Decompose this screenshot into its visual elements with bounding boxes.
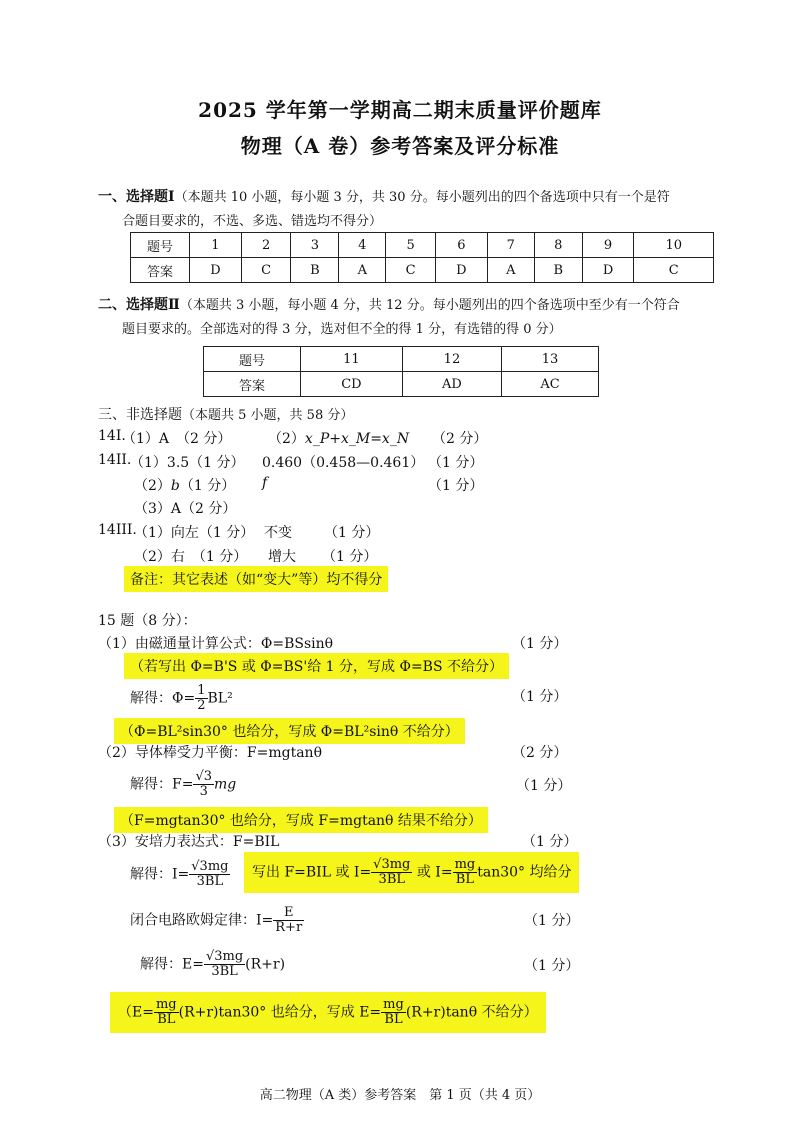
row-label: 答案 (131, 258, 190, 283)
table-cell: 12 (402, 347, 501, 372)
table-cell: 2 (241, 233, 291, 258)
row-label: 题号 (204, 347, 301, 372)
q14ii-line2-f: f (262, 475, 268, 491)
q15-part2: （2）导体棒受力平衡：F=mgtanθ (98, 745, 323, 761)
section2-desc1: （本题共 3 小题，每小题 4 分，共 12 分。每小题列出的四个备选项中至少有一个符合 (179, 298, 680, 313)
table-cell: D (190, 258, 242, 283)
table-row (131, 258, 714, 283)
q14i-label: 14I. (98, 428, 126, 444)
q15-ohm-law (130, 906, 304, 935)
q14i-answer2 (268, 428, 409, 448)
q15-part1: （1）由磁通量计算公式：Φ=BSsinθ (98, 636, 334, 652)
section3-heading: 三、非选择题 (98, 407, 182, 423)
q15-part2-solution (130, 770, 236, 799)
q14i-answer1: （1）A （2 分） (122, 431, 232, 447)
table-cell: 1 (190, 233, 242, 258)
section1-answer-table (130, 232, 714, 283)
fraction-denominator: 3 (199, 784, 208, 799)
section1-desc2: 合题目要求的，不选、多选、错选均不得分） (122, 214, 383, 229)
q15-heading: 15 题（8 分）： (98, 613, 197, 629)
table-cell: C (241, 258, 291, 283)
table-row (204, 347, 599, 372)
q15-part3-note-b: 或 I= (416, 864, 453, 881)
q15-part3-note-a: 写出 F=BIL 或 I= (252, 864, 372, 881)
table-cell: 13 (502, 347, 599, 372)
table-cell: AC (502, 372, 599, 397)
table-cell: 4 (339, 233, 386, 258)
q15-emf-points: （1 分） (524, 958, 580, 974)
q15-part2-solution-prefix: 解得：F= (130, 776, 194, 793)
q15-part2-solution-suffix: mg (214, 776, 237, 793)
row-label: 题号 (131, 233, 190, 258)
q15-part2-note: （F=mgtan30° 也给分，写成 F=mgtanθ 结果不给分） (114, 807, 488, 833)
fraction-numerator: √3 (195, 769, 213, 784)
q14iii-line1-points: （1 分） (324, 525, 380, 541)
table-cell: 7 (487, 233, 534, 258)
q15-emf-note-fraction1 (154, 998, 179, 1027)
page-footer: 高二物理（A 类）参考答案 第 1 页（共 4 页） (259, 1088, 541, 1103)
section1-desc1: （本题共 10 小题，每小题 3 分，共 30 分。每小题列出的四个备选项中只有一个是符 (174, 190, 670, 205)
q14i-answer2-formula: x_P+x_M=x_N (304, 431, 410, 447)
q14iii-line1-answer: （1）向左（1 分） (134, 525, 255, 541)
q14iii-label: 14III. (98, 522, 137, 538)
q14i-answer2-points: （2 分） (432, 431, 488, 447)
fraction-numerator: √3mg (373, 857, 411, 872)
q15-emf-solution-suffix: (R+r) (245, 956, 286, 973)
q15-part1-solution-points: （1 分） (512, 689, 568, 705)
table-cell: A (487, 258, 534, 283)
q15-part1-solution-suffix: BL² (207, 690, 233, 707)
q15-emf-solution (140, 950, 285, 979)
q15-part3-points: （1 分） (522, 834, 578, 850)
q14iii-line2-value: 增大 (268, 549, 296, 565)
q15-emf-note-box (110, 992, 546, 1033)
fraction-denominator: 3BL (196, 874, 224, 889)
q14ii-line3: （3）A（2 分） (134, 501, 237, 517)
q14iii-line2-points: （1 分） (322, 549, 378, 565)
table-cell: 3 (291, 233, 339, 258)
section2-intro (98, 294, 680, 314)
q15-part1-note-box (124, 653, 509, 679)
q15-part3-solution (130, 860, 230, 889)
q15-part2-fraction (193, 770, 214, 799)
table-cell: B (534, 258, 582, 283)
table-row (131, 233, 714, 258)
q15-part2-points: （2 分） (512, 745, 568, 761)
q15-ohm-law-prefix: 闭合电路欧姆定律：I= (130, 912, 274, 929)
section3-intro (98, 404, 353, 424)
q14iii-line1-value: 不变 (264, 525, 292, 541)
fraction-numerator: √3mg (205, 949, 244, 964)
q15-part1-solution (130, 684, 233, 713)
q15-part2-solution-points: （1 分） (516, 778, 572, 794)
q15-part3: （3）安培力表达式：F=BIL (98, 834, 280, 850)
table-cell: AD (402, 372, 501, 397)
section1-heading: 一、选择题Ⅰ (98, 189, 175, 205)
q15-part3-note-c: tan30° 均给分 (477, 864, 572, 881)
fraction-numerator: 1 (197, 683, 206, 698)
q14ii-label: 14II. (98, 452, 132, 468)
q14ii-line2-points: （1 分） (179, 478, 236, 494)
q15-part3-note-fraction1 (371, 858, 412, 887)
q15-emf-note (110, 992, 546, 1033)
q15-emf-solution-prefix: 解得：E= (140, 956, 204, 973)
fraction-numerator: √3mg (191, 859, 229, 874)
q15-part2-note-box (114, 807, 488, 833)
fraction-denominator: 2 (197, 698, 206, 713)
q15-part1-solution-prefix: 解得：Φ= (130, 690, 196, 707)
q15-emf-note-c: (R+r)tanθ 不给分） (405, 1004, 538, 1021)
q15-emf-note-b: (R+r)tan30° 也给分，写成 E= (178, 1004, 382, 1021)
q15-emf-note-fraction2 (381, 998, 406, 1027)
row-label: 答案 (204, 372, 301, 397)
table-cell: CD (301, 372, 403, 397)
q14iii-line2-answer: （2）右 （1 分） (134, 549, 248, 565)
fraction-denominator: 3BL (211, 964, 238, 979)
q14ii-line2 (134, 475, 235, 495)
fraction-numerator: mg (383, 997, 404, 1012)
section3-desc: （本题共 5 小题，共 58 分） (182, 408, 354, 423)
document-subtitle: 物理（A 卷）参考答案及评分标准 (240, 134, 560, 158)
table-cell: C (386, 258, 436, 283)
q14ii-line1-value: 0.460（0.458—0.461） (262, 455, 425, 471)
q15-part3-solution-prefix: 解得：I= (130, 866, 190, 883)
fraction-denominator: R+r (275, 920, 303, 935)
q15-part3-note-fraction2 (453, 858, 478, 887)
q14ii-line2-points2: （1 分） (428, 478, 484, 494)
q14ii-line1-answer: （1）3.5（1 分） (130, 455, 245, 471)
section2-answer-table (203, 346, 599, 397)
q14ii-line1-points: （1 分） (428, 455, 484, 471)
table-row (204, 372, 599, 397)
section2-heading: 二、选择题Ⅱ (98, 297, 180, 313)
table-cell: 6 (435, 233, 487, 258)
q15-emf-fraction (204, 950, 245, 979)
q14i-answer2-prefix: （2） (268, 431, 305, 447)
q15-ohm-law-points: （1 分） (524, 913, 580, 929)
table-cell: 10 (634, 233, 714, 258)
q15-part3-fraction (189, 860, 230, 889)
fraction-numerator: E (273, 906, 304, 921)
q14iii-note: 备注：其它表述（如“变大”等）均不得分 (124, 566, 388, 592)
q15-part3-note-box (244, 852, 579, 893)
fraction-numerator: mg (454, 857, 476, 872)
q14ii-line2-prefix: （2） (134, 478, 171, 494)
fraction-denominator: BL (157, 1012, 176, 1027)
fraction-denominator: 3BL (378, 872, 406, 887)
fraction-denominator: BL (384, 1012, 403, 1027)
q15-part1-note2-box (114, 718, 465, 744)
q15-part1-note: （若写出 Φ=B'S 或 Φ=BS'给 1 分，写成 Φ=BS 不给分） (124, 653, 509, 679)
section1-intro (98, 186, 670, 206)
document-title: 2025 学年第一学期高二期末质量评价题库 (198, 98, 602, 122)
fraction-denominator: BL (455, 872, 474, 887)
table-cell: A (339, 258, 386, 283)
q15-part1-fraction (195, 684, 207, 713)
table-cell: 9 (582, 233, 634, 258)
table-cell: D (582, 258, 634, 283)
table-cell: B (291, 258, 339, 283)
q14iii-note-box (124, 566, 388, 592)
q15-part1-note2: （Φ=BL²sin30° 也给分，写成 Φ=BL²sinθ 不给分） (114, 718, 465, 744)
q15-part1-points: （1 分） (512, 636, 568, 652)
table-cell: 5 (386, 233, 436, 258)
table-cell: 8 (534, 233, 582, 258)
table-cell: 11 (301, 347, 403, 372)
section2-desc2: 题目要求的。全部选对的得 3 分，选对但不全的得 1 分，有选错的得 0 分） (122, 322, 562, 337)
fraction-numerator: mg (155, 997, 177, 1012)
table-cell: C (634, 258, 714, 283)
q15-emf-note-a: （E= (118, 1004, 154, 1021)
q15-ohm-fraction (273, 906, 304, 935)
q14ii-line2-b: b (170, 478, 180, 494)
q15-part3-note (244, 852, 579, 893)
table-cell: D (435, 258, 487, 283)
